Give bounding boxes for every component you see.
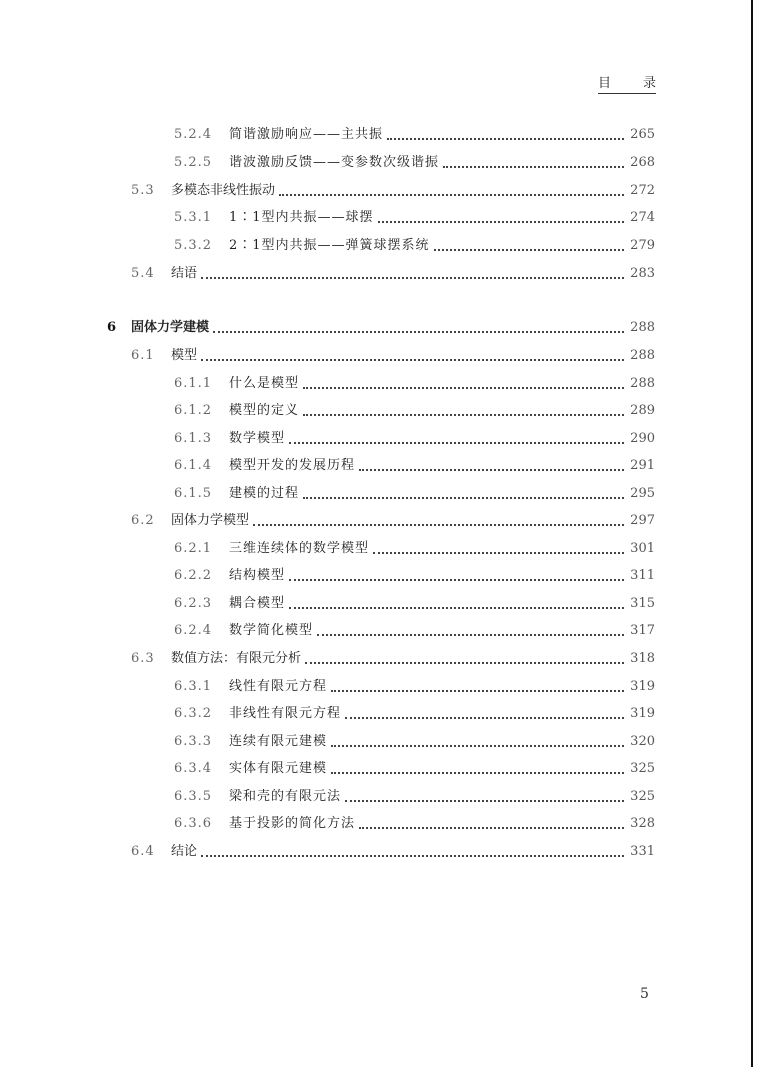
- toc-entry-title: 梁和壳的有限元法: [229, 789, 342, 804]
- toc-entry-page: 318: [630, 651, 655, 666]
- toc-entry-page: 325: [630, 761, 655, 776]
- toc-entry-number: 6.3.1: [174, 679, 213, 694]
- toc-entry-number: 6.1: [131, 348, 155, 363]
- toc-entry[interactable]: [107, 317, 655, 337]
- toc-entry-page: 288: [630, 376, 655, 391]
- toc-entry-number: 6.3.3: [174, 734, 213, 749]
- toc-entry-page: 288: [630, 348, 655, 363]
- toc-entry-page: 295: [630, 486, 655, 501]
- dot-leader: [303, 414, 624, 416]
- page-edge-rule: [751, 0, 753, 1067]
- dot-leader: [359, 469, 624, 471]
- dot-leader: [387, 138, 624, 140]
- toc-entry-number: 6.1.5: [174, 486, 213, 501]
- toc-entry-title: 结构模型: [229, 568, 286, 583]
- toc-entry[interactable]: [174, 428, 655, 448]
- toc-entry[interactable]: [174, 813, 655, 833]
- toc-entry[interactable]: [174, 400, 655, 420]
- header-right: 录: [642, 76, 656, 91]
- toc-entry[interactable]: [174, 758, 655, 778]
- toc-entry-number: 6.1.2: [174, 403, 213, 418]
- toc-entry-title: 什么是模型: [229, 376, 300, 391]
- toc-entry[interactable]: [174, 207, 655, 227]
- toc-entry-number: 6.3.4: [174, 761, 213, 776]
- toc-entry-number: 6: [107, 320, 118, 335]
- dot-leader: [331, 772, 624, 774]
- toc-entry-number: 5.3: [131, 183, 155, 198]
- dot-leader: [305, 662, 624, 664]
- dot-leader: [201, 855, 624, 857]
- toc-entry-page: 328: [630, 816, 655, 831]
- toc-entry[interactable]: [174, 538, 655, 558]
- dot-leader: [317, 634, 624, 636]
- toc-entry-title: 固体力学模型: [171, 513, 250, 528]
- toc-entry-title: 数值方法：有限元分析: [171, 651, 302, 666]
- toc-entry-page: 290: [630, 431, 655, 446]
- running-header: [598, 76, 656, 94]
- dot-leader: [331, 745, 624, 747]
- toc-entry-page: 325: [630, 789, 655, 804]
- toc-entry-title: 建模的过程: [229, 486, 300, 501]
- dot-leader: [359, 827, 624, 829]
- dot-leader: [279, 194, 624, 196]
- toc-entry[interactable]: [131, 345, 655, 365]
- toc-entry-title: 结语: [171, 266, 198, 281]
- page-number: 5: [640, 986, 649, 1002]
- toc-entry[interactable]: [174, 455, 655, 475]
- toc-entry-number: 6.3: [131, 651, 155, 666]
- toc-entry-page: 319: [630, 706, 655, 721]
- dot-leader: [345, 717, 624, 719]
- dot-leader: [345, 800, 624, 802]
- dot-leader: [253, 524, 624, 526]
- toc-entry-title: 耦合模型: [229, 596, 286, 611]
- toc-entry-page: 283: [630, 266, 655, 281]
- toc-entry-page: 320: [630, 734, 655, 749]
- toc-entry-title: 连续有限元建模: [229, 734, 328, 749]
- toc-entry-title: 数学模型: [229, 431, 286, 446]
- toc-entry-title: 1∶1型内共振——球摆: [229, 210, 374, 225]
- toc-entry[interactable]: [174, 620, 655, 640]
- toc-entry[interactable]: [174, 676, 655, 696]
- toc-entry[interactable]: [174, 565, 655, 585]
- toc-entry-title: 实体有限元建模: [229, 761, 328, 776]
- toc-entry-number: 5.2.5: [174, 155, 213, 170]
- toc-entry-title: 结论: [171, 844, 198, 859]
- toc-entry-title: 多模态非线性振动: [171, 183, 276, 198]
- toc-entry[interactable]: [174, 593, 655, 613]
- toc-entry-page: 279: [630, 238, 655, 253]
- dot-leader: [201, 359, 624, 361]
- toc-entry-number: 6.2: [131, 513, 155, 528]
- toc-entry[interactable]: [174, 124, 655, 144]
- dot-leader: [289, 607, 624, 609]
- toc-entry-number: 5.3.1: [174, 210, 213, 225]
- toc-entry-title: 简谐激励响应——主共振: [229, 127, 384, 142]
- dot-leader: [213, 331, 624, 333]
- toc-entry[interactable]: [131, 510, 655, 530]
- toc-entry[interactable]: [174, 483, 655, 503]
- toc-entry[interactable]: [174, 703, 655, 723]
- toc-entry-title: 模型: [171, 348, 198, 363]
- toc-entry-number: 5.3.2: [174, 238, 213, 253]
- toc-entry-title: 非线性有限元方程: [229, 706, 342, 721]
- dot-leader: [434, 249, 625, 251]
- toc-entry-page: 317: [630, 623, 655, 638]
- toc-entry-number: 6.1.3: [174, 431, 213, 446]
- toc-entry-number: 6.4: [131, 844, 155, 859]
- dot-leader: [303, 497, 624, 499]
- dot-leader: [443, 166, 624, 168]
- toc-entry-page: 288: [630, 320, 655, 335]
- toc-entry-number: 6.3.5: [174, 789, 213, 804]
- toc-entry-page: 297: [630, 513, 655, 528]
- toc-entry-number: 6.1.1: [174, 376, 213, 391]
- toc-entry-number: 6.2.4: [174, 623, 213, 638]
- toc-entry[interactable]: [174, 373, 655, 393]
- toc-entry-page: 291: [630, 458, 655, 473]
- toc-entry-page: 311: [630, 568, 655, 583]
- toc-entry-page: 274: [630, 210, 655, 225]
- toc-entry-number: 5.4: [131, 266, 155, 281]
- toc-entry-page: 289: [630, 403, 655, 418]
- dot-leader: [373, 552, 624, 554]
- toc-entry-page: 301: [630, 541, 655, 556]
- toc-entry-number: 5.2.4: [174, 127, 213, 142]
- toc-entry-number: 6.3.6: [174, 816, 213, 831]
- toc-entry[interactable]: [174, 786, 655, 806]
- toc-entry-number: 6.2.1: [174, 541, 213, 556]
- toc-entry[interactable]: [174, 731, 655, 751]
- dot-leader: [378, 221, 625, 223]
- toc-entry-page: 315: [630, 596, 655, 611]
- toc-entry-number: 6.2.2: [174, 568, 213, 583]
- dot-leader: [201, 277, 624, 279]
- dot-leader: [289, 579, 624, 581]
- toc-entry-title: 三维连续体的数学模型: [229, 541, 370, 556]
- toc-entry-title: 线性有限元方程: [229, 679, 328, 694]
- toc-entry[interactable]: [174, 152, 655, 172]
- toc-entry-title: 固体力学建模: [131, 320, 210, 335]
- toc-entry-page: 319: [630, 679, 655, 694]
- toc-entry-title: 模型开发的发展历程: [229, 458, 356, 473]
- toc-entry-number: 6.2.3: [174, 596, 213, 611]
- toc-entry[interactable]: [174, 235, 655, 255]
- toc-entry-title: 2∶1型内共振——弹簧球摆系统: [229, 238, 430, 253]
- toc-entry-page: 265: [630, 127, 655, 142]
- toc-entry-title: 基于投影的简化方法: [229, 816, 356, 831]
- toc-entry[interactable]: [131, 648, 655, 668]
- toc-entry-title: 数学简化模型: [229, 623, 314, 638]
- toc-entry-title: 模型的定义: [229, 403, 300, 418]
- toc-entry-number: 6.3.2: [174, 706, 213, 721]
- dot-leader: [331, 690, 624, 692]
- header-left: 目: [598, 76, 612, 91]
- dot-leader: [303, 387, 624, 389]
- toc-entry-page: 268: [630, 155, 655, 170]
- toc-entry[interactable]: [131, 841, 655, 861]
- toc-entry-page: 272: [630, 183, 655, 198]
- toc-entry-number: 6.1.4: [174, 458, 213, 473]
- toc-entry[interactable]: [131, 180, 655, 200]
- toc-entry-title: 谐波激励反馈——变参数次级谐振: [229, 155, 440, 170]
- toc-entry[interactable]: [131, 263, 655, 283]
- toc-entry-page: 331: [630, 844, 655, 859]
- dot-leader: [289, 442, 624, 444]
